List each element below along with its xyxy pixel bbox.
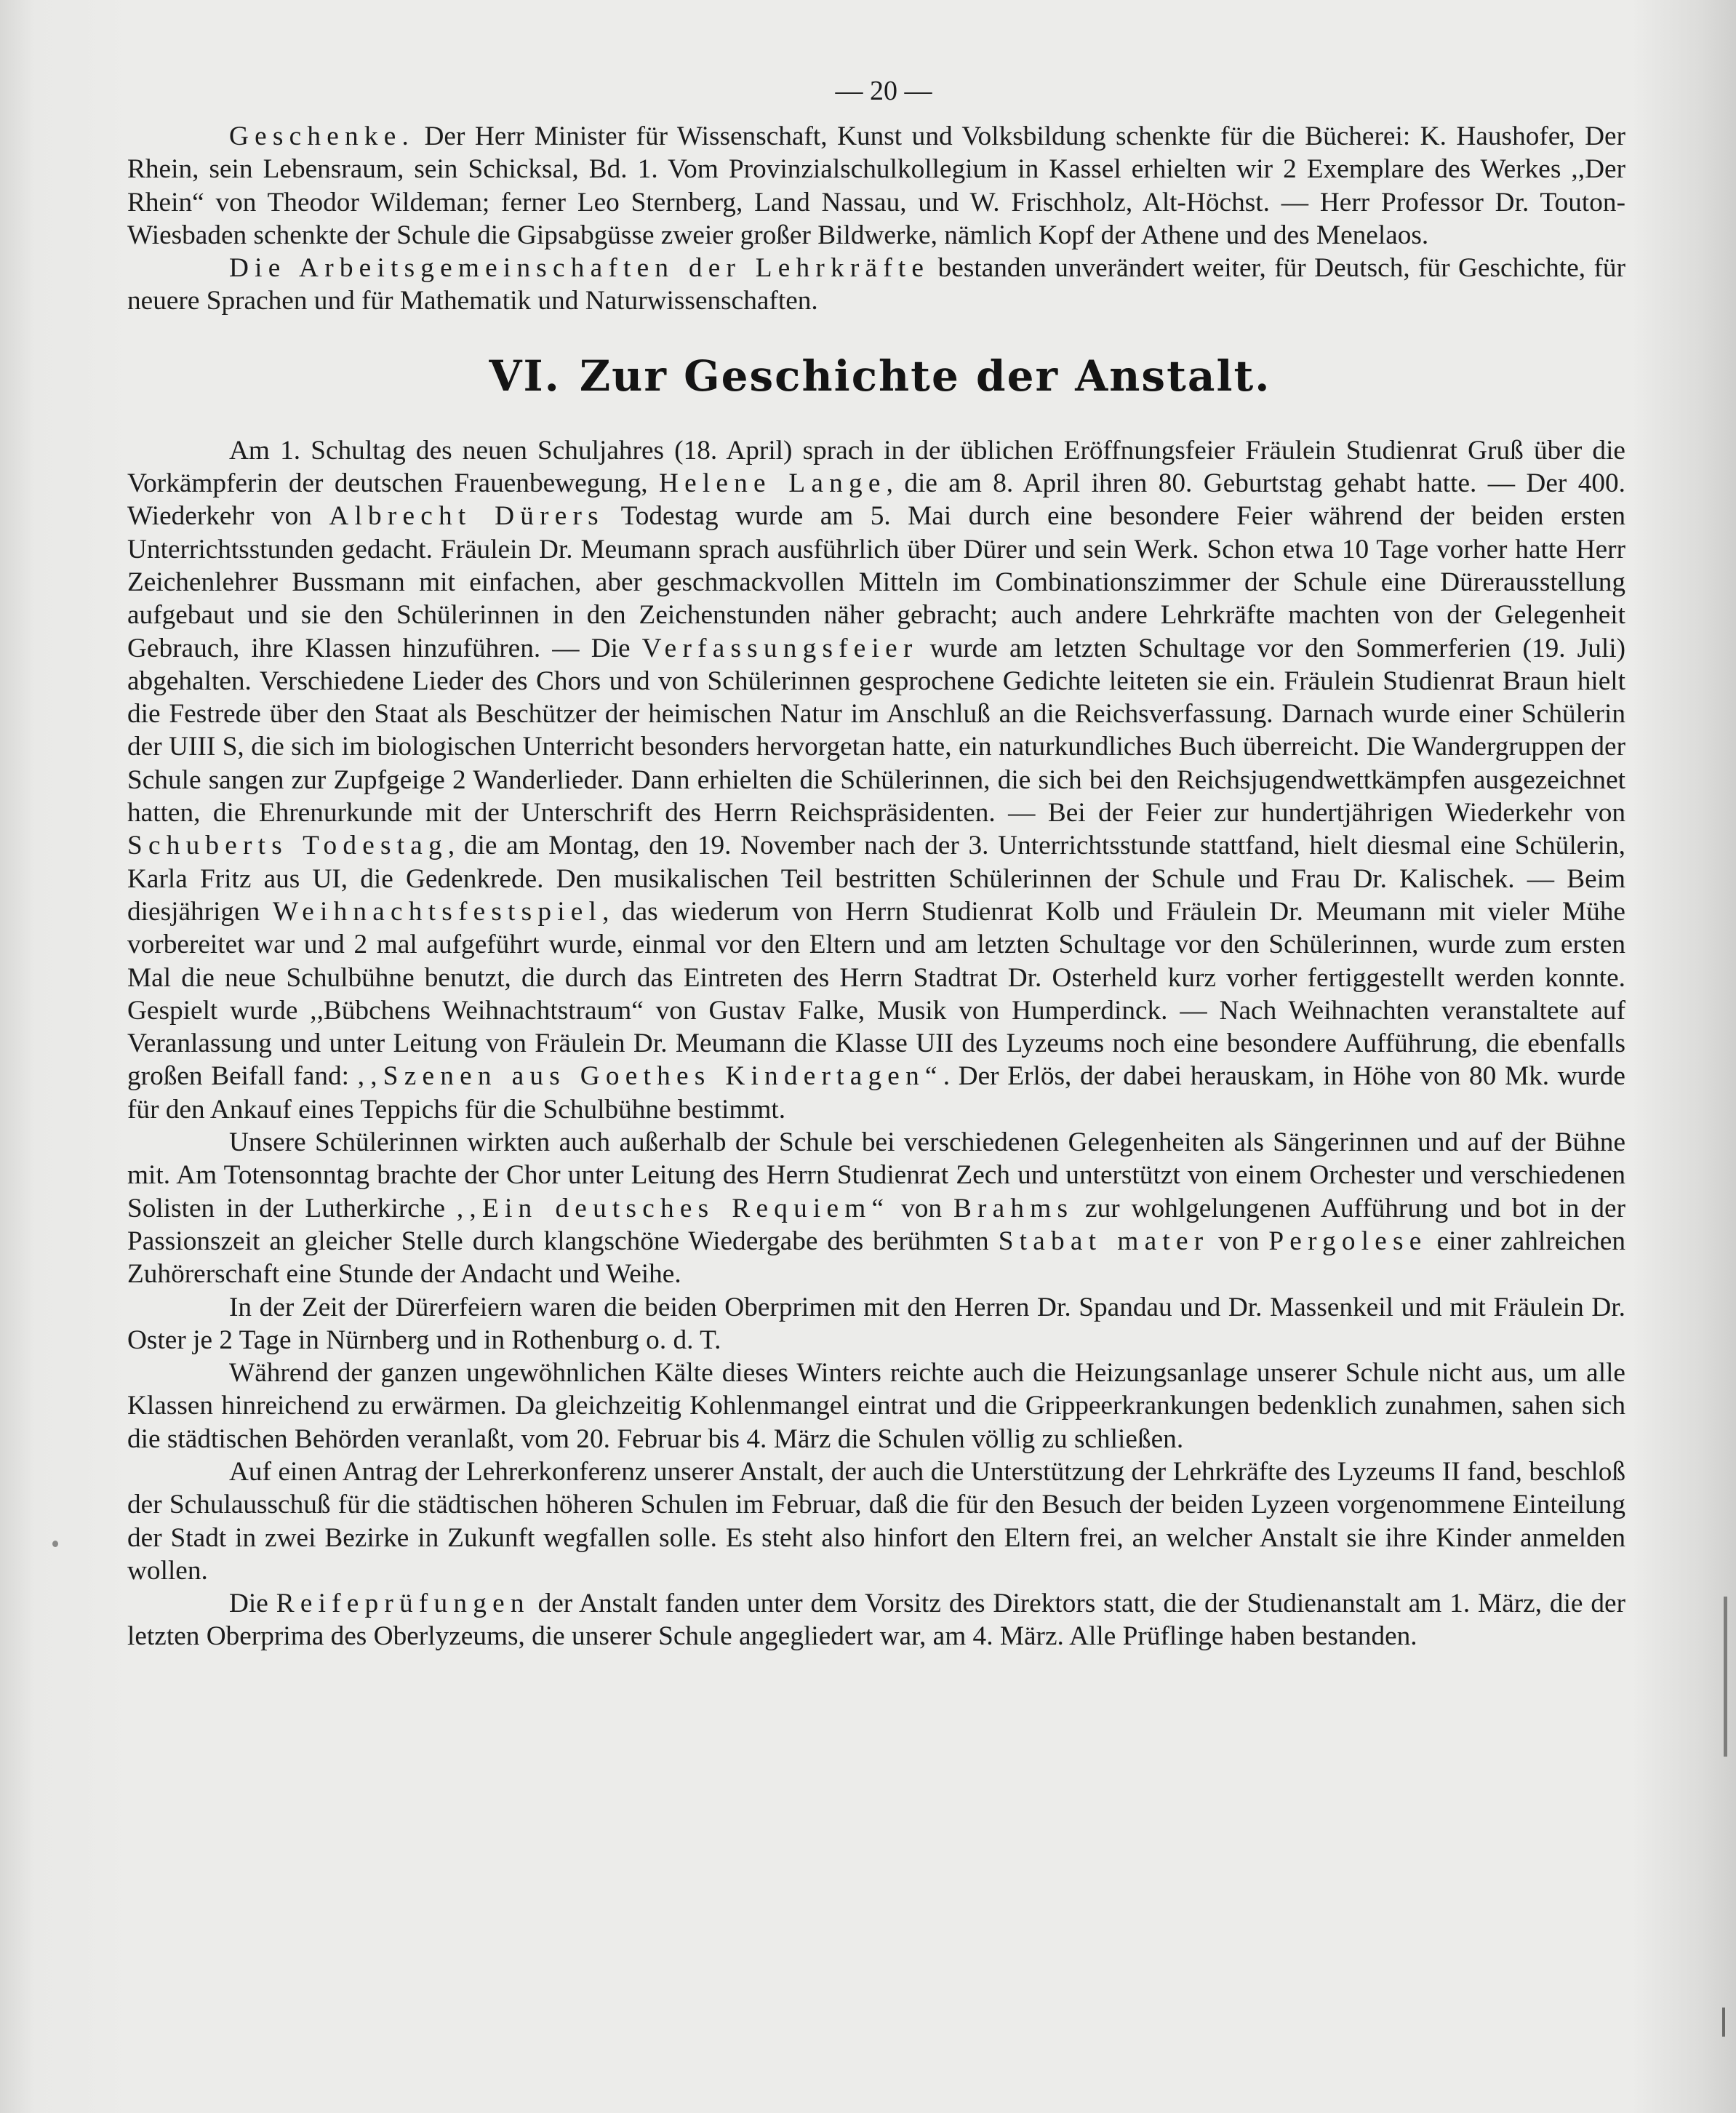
spaced-term: ,,Ein deutsches Requiem“: [456, 1193, 890, 1223]
paragraph-text: von: [889, 1193, 953, 1223]
section-heading: [127, 318, 1625, 434]
spaced-term: ,,Szenen aus Goethes Kindertagen“: [357, 1061, 943, 1092]
spaced-term: Die Arbeitsgemeinschaften der Lehrkräfte: [229, 253, 930, 284]
spaced-term: Albrecht Dürers: [329, 501, 604, 532]
paragraph-trip: In der Zeit der Dürerfeiern waren die beiden Oberprimen mit den Herren Dr. Spandau und Dr. Massenkeil und mit Fräulein Dr. Oster je 2 Tage in Nürnberg und in Rothenburg o. d. T.: [127, 1292, 1625, 1355]
paragraph-districts: Auf einen Antrag der Lehrerkonferenz unserer Anstalt, der auch die Unterstützung der Lehrkräfte des Lyzeums II fand, beschloß der Schulausschuß für die städtischen höheren Schulen im Februar, daß die für den Besuch der beiden Lyzeen vorgenommene Einteilung der Stadt in zwei Bezirke in Zukunft wegfallen solle. Es steht also hinfort den Eltern frei, an welcher Anstalt sie ihre Kinder anmelden wollen.: [127, 1456, 1625, 1586]
paragraph-gifts: [127, 120, 1625, 252]
page-edge-mark: [1722, 2008, 1725, 2037]
paragraph-winter-closure: Während der ganzen ungewöhnlichen Kälte dieses Winters reichte auch die Heizungsanlage unserer Schule nicht aus, um alle Klassen hinreichend zu erwärmen. Da gleichzeitig Kohlenmangel eintrat und die Grippeerkrankungen bedenklich zunahmen, sahen sich die städtischen Behörden veranlaßt, vom 20. Februar bis 4. März die Schulen völlig zu schließen.: [127, 1358, 1625, 1454]
section-number: VI.: [489, 351, 561, 401]
paragraph-events: [127, 434, 1625, 1126]
document-page: [127, 73, 1625, 1653]
spaced-term: Brahms: [953, 1193, 1074, 1223]
paragraph-text: Der Herr Minister für Wissenschaft, Kunst und Volksbildung schenkte für die Bücherei: K. Haushofer, Der Rhein, sein Lebensraum, sein Schicksal, Bd. 1. Vom Provinzialschulkollegium in Kassel erhielten wir 2 Exemplare des Werkes ,,Der Rhein“ von Theodor Wildeman; ferner Leo Sternberg, Land Nassau, und W. Frischholz, Alt-Höchst. — Herr Professor Dr. Touton-Wiesbaden schenkte der Schule die Gipsabgüsse zweier großer Bildwerke, nämlich Kopf der Athene und des Menelaos.: [127, 121, 1625, 250]
page-number: — 20 —: [835, 76, 932, 106]
paragraph-text: Am 1. Schultag des neuen Schuljahres (18. April) sprach in der üblichen Eröffnungsfeier Fräulein Studienrat Gruß über die Vorkämpferin der deutschen Frauenbewegung,: [127, 435, 1625, 499]
scan-speck: [52, 1541, 58, 1547]
section-title: Zur Geschichte der Anstalt.: [579, 351, 1271, 401]
spaced-term: Pergolese: [1268, 1226, 1428, 1256]
spaced-term: Geschenke.: [229, 121, 415, 151]
spaced-term: Verfassungsfeier: [641, 633, 919, 663]
spaced-term: Helene Lange: [658, 468, 887, 499]
spaced-term: Stabat mater: [998, 1226, 1209, 1256]
paragraph-exams: [127, 1587, 1625, 1653]
paragraph-choir: [127, 1126, 1625, 1290]
paragraph-text: zur wohlgelungenen Aufführung und bot in der Passionszeit an gleicher Stelle durch klangschöne Wiedergabe des berühmten: [127, 1193, 1626, 1256]
page-edge-mark: [1724, 1597, 1727, 1757]
paragraph-text: , die am Montag, den 19. November nach der 3. Unterrichtsstunde stattfand, hielt diesmal eine Schülerin, Karla Fritz aus UI, die Gedenkrede. Den musikalischen Teil bestritten Schülerinnen der Schule und Frau Dr. Kalischek. — Beim diesjährigen: [127, 831, 1625, 927]
spaced-term: Reifeprüfungen: [276, 1589, 530, 1619]
paragraph-text: der Anstalt fanden unter dem Vorsitz des Direktors statt, die der Studienanstalt am 1. März, die der letzten Oberprima des Oberlyzeums, die unserer Schule angegliedert war, am 4. März. Alle Prüflinge haben bestanden.: [127, 1589, 1625, 1652]
paragraph-text: . Der Erlös, der dabei herauskam, in Höhe von 80 Mk. wurde für den Ankauf eines Teppichs für die Schulbühne bestimmt.: [127, 1061, 1625, 1125]
paragraph-working-groups: [127, 252, 1625, 318]
paragraph-text: Die: [229, 1589, 276, 1619]
paragraph-text: Unsere Schülerinnen wirkten auch außerhalb der Schule bei verschiedenen Gelegenheiten als Sängerinnen und auf der Bühne mit. Am Totensonntag brachte der Chor unter Leitung des Herrn Studienrat Zech und unterstützt von einem Orchester und verschiedenen Solisten in der Lutherkirche: [127, 1127, 1625, 1223]
paragraph-text: , das wiederum von Herrn Studienrat Kolb und Fräulein Dr. Meumann mit vieler Mühe vorbereitet war und 2 mal aufgeführt wurde, einmal vor den Eltern und am letzten Schultage vor den Schülerinnen, wurde zum ersten Mal die neue Schulbühne benutzt, die durch das Eintreten des Herrn Stadtrat Dr. Osterheld kurz vorher fertiggestellt werden konnte. Gespielt wurde ,,Bübchens Weihnachtstraum“ von Gustav Falke, Musik von Humperdinck. — Nach Weihnachten veranstaltete auf Veranlassung und unter Leitung von Fräulein Dr. Meumann die Klasse UII des Lyzeums noch eine besondere Aufführung, die ebenfalls großen Beifall fand:: [127, 896, 1625, 1092]
paragraph-text: von: [1209, 1226, 1269, 1256]
paragraph-text: Todestag wurde am 5. Mai durch eine besondere Feier während der beiden ersten Unterrichtsstunden gedacht. Fräulein Dr. Meumann sprach ausführlich über Dürer und sein Werk. Schon etwa 10 Tage vorher hatte Herr Zeichenlehrer Bussmann mit einfachen, aber geschmackvollen Mitteln im Combinationszimmer der Schule eine Dürerausstellung aufgebaut und sie den Schülerinnen in den Zeichenstunden näher gebracht; auch andere Lehrkräfte machten von der Gelegenheit Gebrauch, ihre Klassen hinzuführen. — Die: [127, 501, 1625, 663]
spaced-term: Weihnachtsfestspiel: [272, 896, 603, 927]
paragraph-text: wurde am letzten Schultage vor den Sommerferien (19. Juli) abgehalten. Verschiedene Lieder des Chors und von Schülerinnen gesprochene Gedichte leiteten sie ein. Fräulein Studienrat Braun hielt die Festrede über den Staat als Beschützer der heimischen Natur im Anschluß an die Reichsverfassung. Darnach wurde einer Schülerin der UIII S, die sich im biologischen Unterricht besonders hervorgetan hatte, ein naturkundliches Buch überreicht. Die Wandergruppen der Schule sangen zur Zupfgeige 2 Wanderlieder. Dann erhielten die Schülerinnen, die sich bei den Reichsjugendwettkämpfen ausgezeichnet hatten, die Ehrenurkunde mit der Unterschrift des Herrn Reichspräsidenten. — Bei der Feier zur hundertjährigen Wiederkehr von: [127, 633, 1625, 828]
paragraph-text: bestanden unverändert weiter, für Deutsch, für Geschichte, für neuere Sprachen und für Mathematik und Naturwissenschaften.: [127, 253, 1626, 316]
paragraph-text: , die am 8. April ihren 80. Geburtstag gehabt hatte. — Der 400. Wiederkehr von: [127, 468, 1625, 532]
paragraph-text: einer zahlreichen Zuhörerschaft eine Stunde der Andacht und Weihe.: [127, 1226, 1626, 1290]
spaced-term: Schuberts Todestag: [127, 831, 448, 861]
